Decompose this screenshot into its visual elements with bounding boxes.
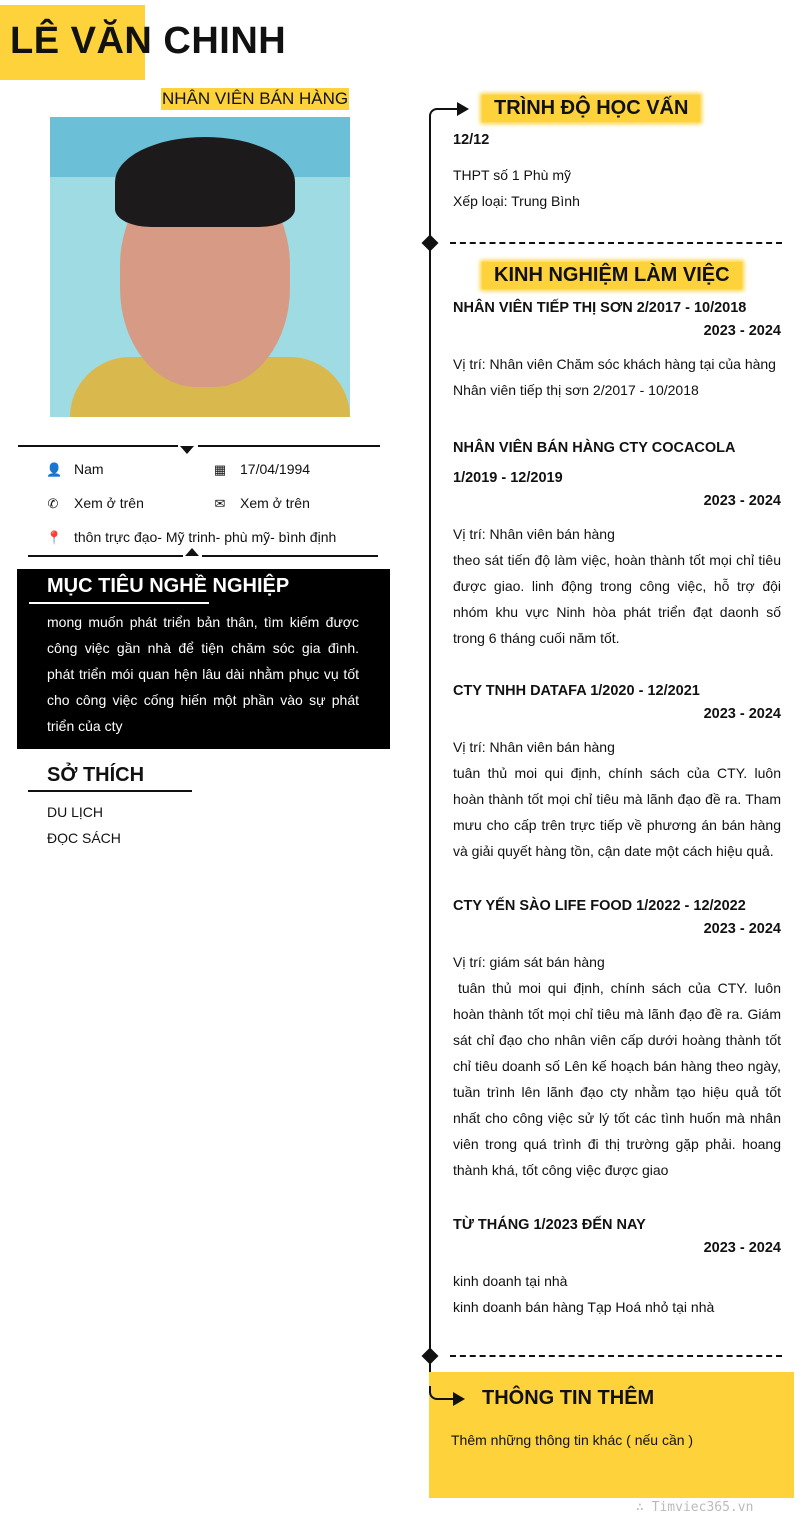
watermark: ∴ Timviec365.vn (636, 1500, 754, 1515)
job-date: 2023 - 2024 (703, 706, 781, 722)
avatar-photo (50, 117, 350, 417)
candidate-name: LÊ VĂN CHINH (10, 20, 287, 62)
extra-info-section (429, 1372, 794, 1498)
job-title: NHÂN VIÊN BÁN HÀNG (162, 89, 349, 108)
envelope-icon: ✉ (214, 496, 226, 511)
divider-arrow (180, 446, 194, 454)
job-name: CTY TNHH DATAFA 1/2020 - 12/2021 (453, 683, 700, 699)
timeline-node (422, 235, 439, 252)
education-level: 12/12 (453, 132, 490, 148)
objective-section (17, 569, 390, 749)
timeline-connector (429, 1386, 455, 1400)
experience-title: KINH NGHIỆM LÀM VIỆC (482, 262, 742, 289)
extra-info-title: THÔNG TIN THÊM (482, 1387, 655, 1409)
job-date: 2023 - 2024 (703, 323, 781, 339)
divider (28, 790, 192, 792)
job-entry (453, 1210, 781, 1320)
job-name: NHÂN VIÊN BÁN HÀNG CTY COCACOLA 1/2019 - 12/2019 (453, 440, 735, 486)
job-position: Vị trí: Nhân viên bán hàng (453, 526, 615, 542)
job-description: tuân thủ moi qui định, chính sách của CTY. luôn hoàn thành tốt mọi chỉ tiêu mà lãnh đạo đề ra. Tham mưu cho cấp trên trực tiếp về phương án bán hàng và giải quyết hàng tồn, cận date một cách hiệu quả. (453, 765, 781, 859)
divider (202, 555, 378, 557)
education-title: TRÌNH ĐỘ HỌC VẤN (482, 95, 700, 122)
hobby-item: ĐỌC SÁCH (47, 830, 121, 846)
arrow-right-icon (453, 1392, 465, 1406)
phone-icon: ✆ (47, 496, 59, 511)
education-rank: Xếp loại: Trung Bình (453, 193, 580, 209)
map-marker-icon: 📍 (46, 530, 63, 545)
dashed-divider (450, 242, 782, 244)
email-value: Xem ở trên (240, 495, 310, 511)
job-entry (453, 676, 781, 891)
job-entry (453, 293, 781, 433)
experience-list (453, 293, 781, 1320)
job-position: Vị trí: giám sát bán hàng (453, 954, 605, 970)
divider (198, 445, 380, 447)
hobby-item: DU LỊCH (47, 804, 104, 820)
timeline-node (422, 1348, 439, 1365)
job-name: CTY YẾN SÀO LIFE FOOD 1/2022 - 12/2022 (453, 898, 746, 914)
job-description: Nhân viên tiếp thị sơn 2/2017 - 10/2018 (453, 382, 699, 398)
birthday-item (213, 461, 310, 478)
hobbies-list (47, 799, 121, 851)
user-icon: 👤 (46, 462, 63, 477)
timeline-connector (429, 108, 459, 122)
job-date: 2023 - 2024 (703, 921, 781, 937)
job-name: NHÂN VIÊN TIẾP THỊ SƠN 2/2017 - 10/2018 (453, 300, 747, 316)
address-value: thôn trực đạo- Mỹ trinh- phù mỹ- bình định (74, 529, 337, 545)
job-entry (453, 433, 781, 676)
job-name: TỪ THÁNG 1/2023 ĐẾN NAY (453, 1217, 646, 1233)
dashed-divider (450, 1355, 782, 1357)
hobbies-title: SỞ THÍCH (47, 764, 145, 786)
gender-value: Nam (74, 461, 104, 477)
job-date: 2023 - 2024 (703, 493, 781, 509)
extra-info-text: Thêm những thông tin khác ( nếu cần ) (451, 1432, 694, 1448)
job-date: 2023 - 2024 (703, 1240, 781, 1256)
hobbies-section (47, 764, 144, 787)
phone-item (46, 495, 144, 512)
education-section (453, 132, 781, 214)
job-entry (453, 891, 781, 1210)
job-description: tuân thủ moi qui định, chính sách của CTY. luôn hoàn thành tốt mọi chỉ tiêu mà lãnh đạo đề ra. Giám sát chỉ đạo cho nhân viên cấp dưới hoàng thành tốt chỉ tiêu doanh số Lên kế hoạch bán hàng theo ngày, tuần trình lên lãnh đạo cty nhằm tạo hiệu quả tốt nhất cho công việc sử lý tốt các tình huốn mà nhân viên trong quá trình đi thị trường gặp phải. hoang thành khá, tốt công việc được giao (453, 980, 781, 1178)
divider (18, 445, 178, 447)
education-school: THPT số 1 Phù mỹ (453, 167, 572, 183)
job-position: Vị trí: Nhân viên bán hàng (453, 739, 615, 755)
objective-text: mong muốn phát triển bản thân, tìm kiếm được công việc gần nhà để tiện chăm sóc gia đình. phát triển mói quan hện lâu dài nhằm phục vụ tốt cho công việc cống hiến một phần vào sự phát triển của cty (47, 614, 359, 734)
address-item (46, 529, 336, 546)
phone-value: Xem ở trên (74, 495, 144, 511)
job-position: Vị trí: Nhân viên Chăm sóc khách hàng tại của hàng (453, 356, 776, 372)
job-description: kinh doanh bán hàng Tạp Hoá nhỏ tại nhà (453, 1299, 715, 1315)
divider-arrow (185, 548, 199, 556)
job-position: kinh doanh tại nhà (453, 1273, 568, 1289)
arrow-right-icon (457, 102, 469, 116)
calendar-icon: ▦ (213, 462, 227, 477)
divider (28, 555, 183, 557)
birthday-value: 17/04/1994 (240, 461, 311, 477)
job-description: theo sát tiến độ làm việc, hoàn thành tốt mọi chỉ tiêu được giao. linh động trong công việc, hỗ trợ đội nhóm khu vực Ninh hòa phát triển đạt daonh số trong 6 tháng cuối năm tốt. (453, 552, 781, 646)
email-item (213, 495, 310, 512)
objective-title: MỤC TIÊU NGHỀ NGHIỆP (47, 575, 290, 597)
timeline-line (429, 118, 431, 1388)
gender-item (46, 461, 104, 478)
